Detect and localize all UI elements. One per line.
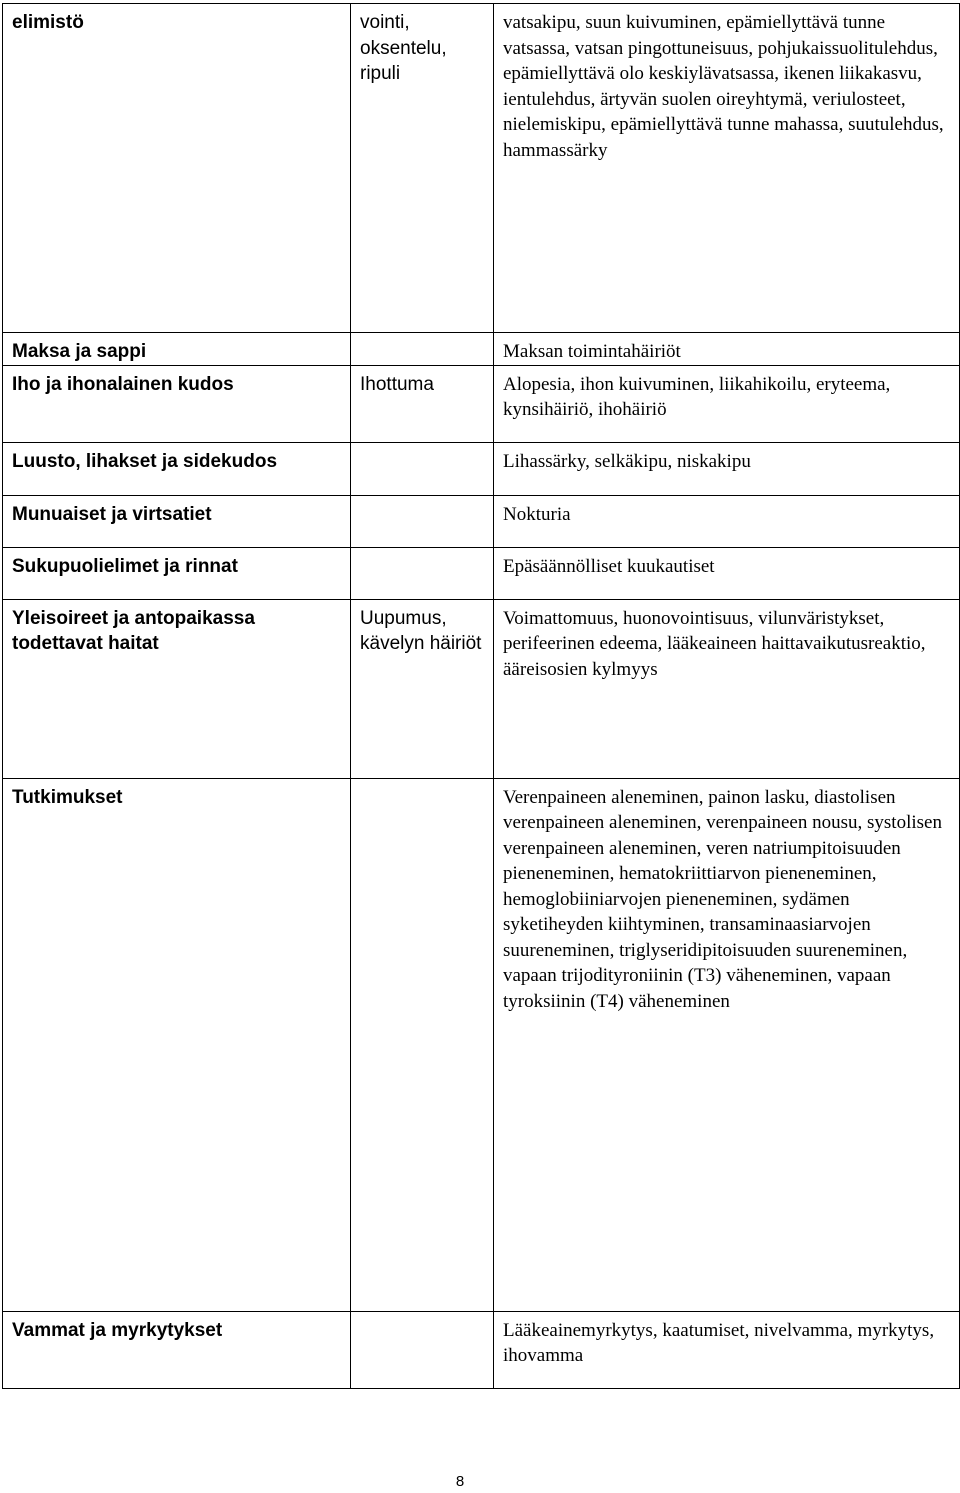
page-number: 8 xyxy=(455,1473,465,1490)
common-reaction-cell: Uupumus, kävelyn häiriöt xyxy=(351,599,494,778)
uncommon-reaction-cell: Maksan toimintahäiriöt xyxy=(494,333,960,366)
organ-class-cell: Iho ja ihonalainen kudos xyxy=(3,365,351,442)
table-row xyxy=(3,365,960,442)
uncommon-reaction-cell: Epäsäännölliset kuukautiset xyxy=(494,547,960,599)
uncommon-reaction-cell: Lihassärky, selkäkipu, niskakipu xyxy=(494,442,960,495)
organ-class-cell: Yleisoireet ja antopaikassa todettavat haitat xyxy=(3,599,351,778)
organ-class-cell: Munuaiset ja virtsatiet xyxy=(3,495,351,547)
uncommon-reaction-cell: Lääkeainemyrkytys, kaatumiset, nivelvamma, myrkytys, ihovamma xyxy=(494,1311,960,1388)
table-row xyxy=(3,495,960,547)
uncommon-reaction-cell: Nokturia xyxy=(494,495,960,547)
organ-class-cell: Vammat ja myrkytykset xyxy=(3,1311,351,1388)
common-reaction-cell xyxy=(351,442,494,495)
common-reaction-cell xyxy=(351,333,494,366)
table-row xyxy=(3,778,960,1311)
table-row xyxy=(3,333,960,366)
common-reaction-cell xyxy=(351,1311,494,1388)
common-reaction-cell: Ihottuma xyxy=(351,365,494,442)
organ-class-cell: Luusto, lihakset ja sidekudos xyxy=(3,442,351,495)
organ-class-cell: Tutkimukset xyxy=(3,778,351,1311)
uncommon-reaction-cell: vatsakipu, suun kuivuminen, epämiellyttävä tunne vatsassa, vatsan pingottuneisuus, pohjukaissuolitulehdus, epämiellyttävä olo keskiylävatsassa, ikenen liikakasvu, ientulehdus, ärtyvän suolen oireyhtymä, veriulosteet, nielemiskipu, epämiellyttävä tunne mahassa, suutulehdus, hammassärky xyxy=(494,4,960,333)
common-reaction-cell: vointi, oksentelu, ripuli xyxy=(351,4,494,333)
uncommon-reaction-cell: Alopesia, ihon kuivuminen, liikahikoilu, eryteema, kynsihäiriö, ihohäiriö xyxy=(494,365,960,442)
adverse-reactions-table xyxy=(2,3,960,1389)
common-reaction-cell xyxy=(351,495,494,547)
table-row xyxy=(3,599,960,778)
table-row xyxy=(3,547,960,599)
organ-class-cell: Maksa ja sappi xyxy=(3,333,351,366)
table-row xyxy=(3,442,960,495)
table-row xyxy=(3,1311,960,1388)
common-reaction-cell xyxy=(351,547,494,599)
uncommon-reaction-cell: Voimattomuus, huonovointisuus, vilunväristykset, perifeerinen edeema, lääkeaineen haittavaikutusreaktio, ääreisosien kylmyys xyxy=(494,599,960,778)
common-reaction-cell xyxy=(351,778,494,1311)
organ-class-cell: elimistö xyxy=(3,4,351,333)
table-row xyxy=(3,4,960,333)
uncommon-reaction-cell: Verenpaineen aleneminen, painon lasku, diastolisen verenpaineen aleneminen, verenpaineen nousu, systolisen verenpaineen aleneminen, veren natriumpitoisuuden pieneneminen, hematokriittiarvon pieneneminen, hemoglobiiniarvojen pieneneminen, sydämen syketiheyden kiihtyminen, transaminaasiarvojen suureneminen, triglyseridipitoisuuden suureneminen, vapaan trijodityroniinin (T3) väheneminen, vapaan tyroksiinin (T4) väheneminen xyxy=(494,778,960,1311)
organ-class-cell: Sukupuolielimet ja rinnat xyxy=(3,547,351,599)
